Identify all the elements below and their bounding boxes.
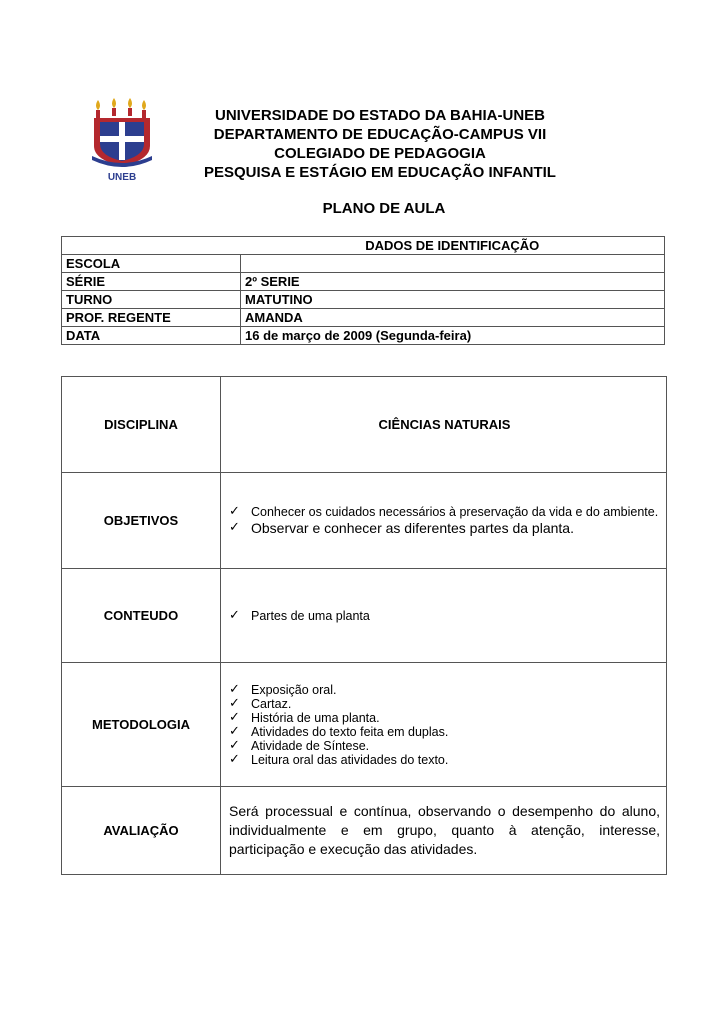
check-icon: ✓ — [229, 709, 240, 725]
avaliacao-text: Será processual e contínua, observando o desempenho do aluno, individualmente e em grupo, quanto à atenção, interesse, participação e execução das atividades. — [221, 787, 667, 875]
check-icon: ✓ — [229, 607, 240, 623]
identification-heading: DADOS DE IDENTIFICAÇÃO — [241, 237, 665, 255]
row-label: PROF. REGENTE — [62, 309, 241, 327]
list-item: ✓ Partes de uma planta — [229, 607, 370, 623]
table-row — [62, 291, 665, 309]
table-row — [62, 255, 665, 273]
table-row — [62, 273, 665, 291]
page-title: PLANO DE AULA — [322, 200, 446, 217]
check-icon: ✓ — [229, 751, 240, 767]
objetivos-list — [229, 505, 660, 537]
conteudo-list — [229, 609, 660, 623]
disciplina-row — [62, 377, 667, 473]
list-item: ✓ Atividades do texto feita em duplas. — [229, 723, 449, 739]
svg-text:UNEB: UNEB — [107, 172, 137, 183]
list-item: ✓ História de uma planta. — [229, 709, 380, 725]
table-row — [62, 327, 665, 345]
header-department: DEPARTAMENTO DE EDUCAÇÃO-CAMPUS VII — [213, 126, 547, 143]
objetivos-row — [62, 473, 667, 569]
metodologia-list — [229, 683, 660, 767]
row-label: TURNO — [62, 291, 241, 309]
check-icon: ✓ — [229, 681, 240, 697]
uneb-logo-icon — [88, 96, 156, 184]
header-collegiate: COLEGIADO DE PEDAGOGIA — [274, 145, 486, 162]
row-value: AMANDA — [241, 309, 665, 327]
header-university: UNIVERSIDADE DO ESTADO DA BAHIA-UNEB — [214, 107, 545, 124]
list-item: ✓ Conhecer os cuidados necessários à preservação da vida e do ambiente. — [229, 503, 659, 519]
check-icon: ✓ — [229, 519, 240, 535]
lesson-plan-table — [61, 376, 667, 875]
table-row — [62, 309, 665, 327]
avaliacao-row — [62, 787, 667, 875]
list-item: ✓ Leitura oral das atividades do texto. — [229, 751, 449, 767]
row-value — [241, 255, 665, 273]
institution-header — [150, 106, 610, 182]
conteudo-row — [62, 569, 667, 663]
list-item: ✓ Cartaz. — [229, 695, 292, 711]
row-value: 16 de março de 2009 (Segunda-feira) — [241, 327, 665, 345]
list-item: ✓ Exposição oral. — [229, 681, 337, 697]
torches-icon — [96, 98, 146, 118]
check-icon: ✓ — [229, 503, 240, 519]
list-item: ✓ Observar e conhecer as diferentes partes da planta. — [229, 519, 574, 536]
row-label: SÉRIE — [62, 273, 241, 291]
row-value: 2º SERIE — [241, 273, 665, 291]
row-label: DATA — [62, 327, 241, 345]
disciplina-value: CIÊNCIAS NATURAIS — [221, 377, 667, 473]
header-course: PESQUISA E ESTÁGIO EM EDUCAÇÃO INFANTIL — [204, 164, 556, 181]
row-value: MATUTINO — [241, 291, 665, 309]
disciplina-label: DISCIPLINA — [62, 377, 221, 473]
metodologia-row — [62, 663, 667, 787]
check-icon: ✓ — [229, 737, 240, 753]
identification-table — [61, 236, 665, 345]
conteudo-label: CONTEUDO — [62, 569, 221, 663]
avaliacao-label: AVALIAÇÃO — [62, 787, 221, 875]
check-icon: ✓ — [229, 723, 240, 739]
row-label: ESCOLA — [62, 255, 241, 273]
list-item: ✓ Atividade de Síntese. — [229, 737, 370, 753]
identification-heading-row — [62, 237, 665, 255]
metodologia-label: METODOLOGIA — [62, 663, 221, 787]
objetivos-label: OBJETIVOS — [62, 473, 221, 569]
check-icon: ✓ — [229, 695, 240, 711]
